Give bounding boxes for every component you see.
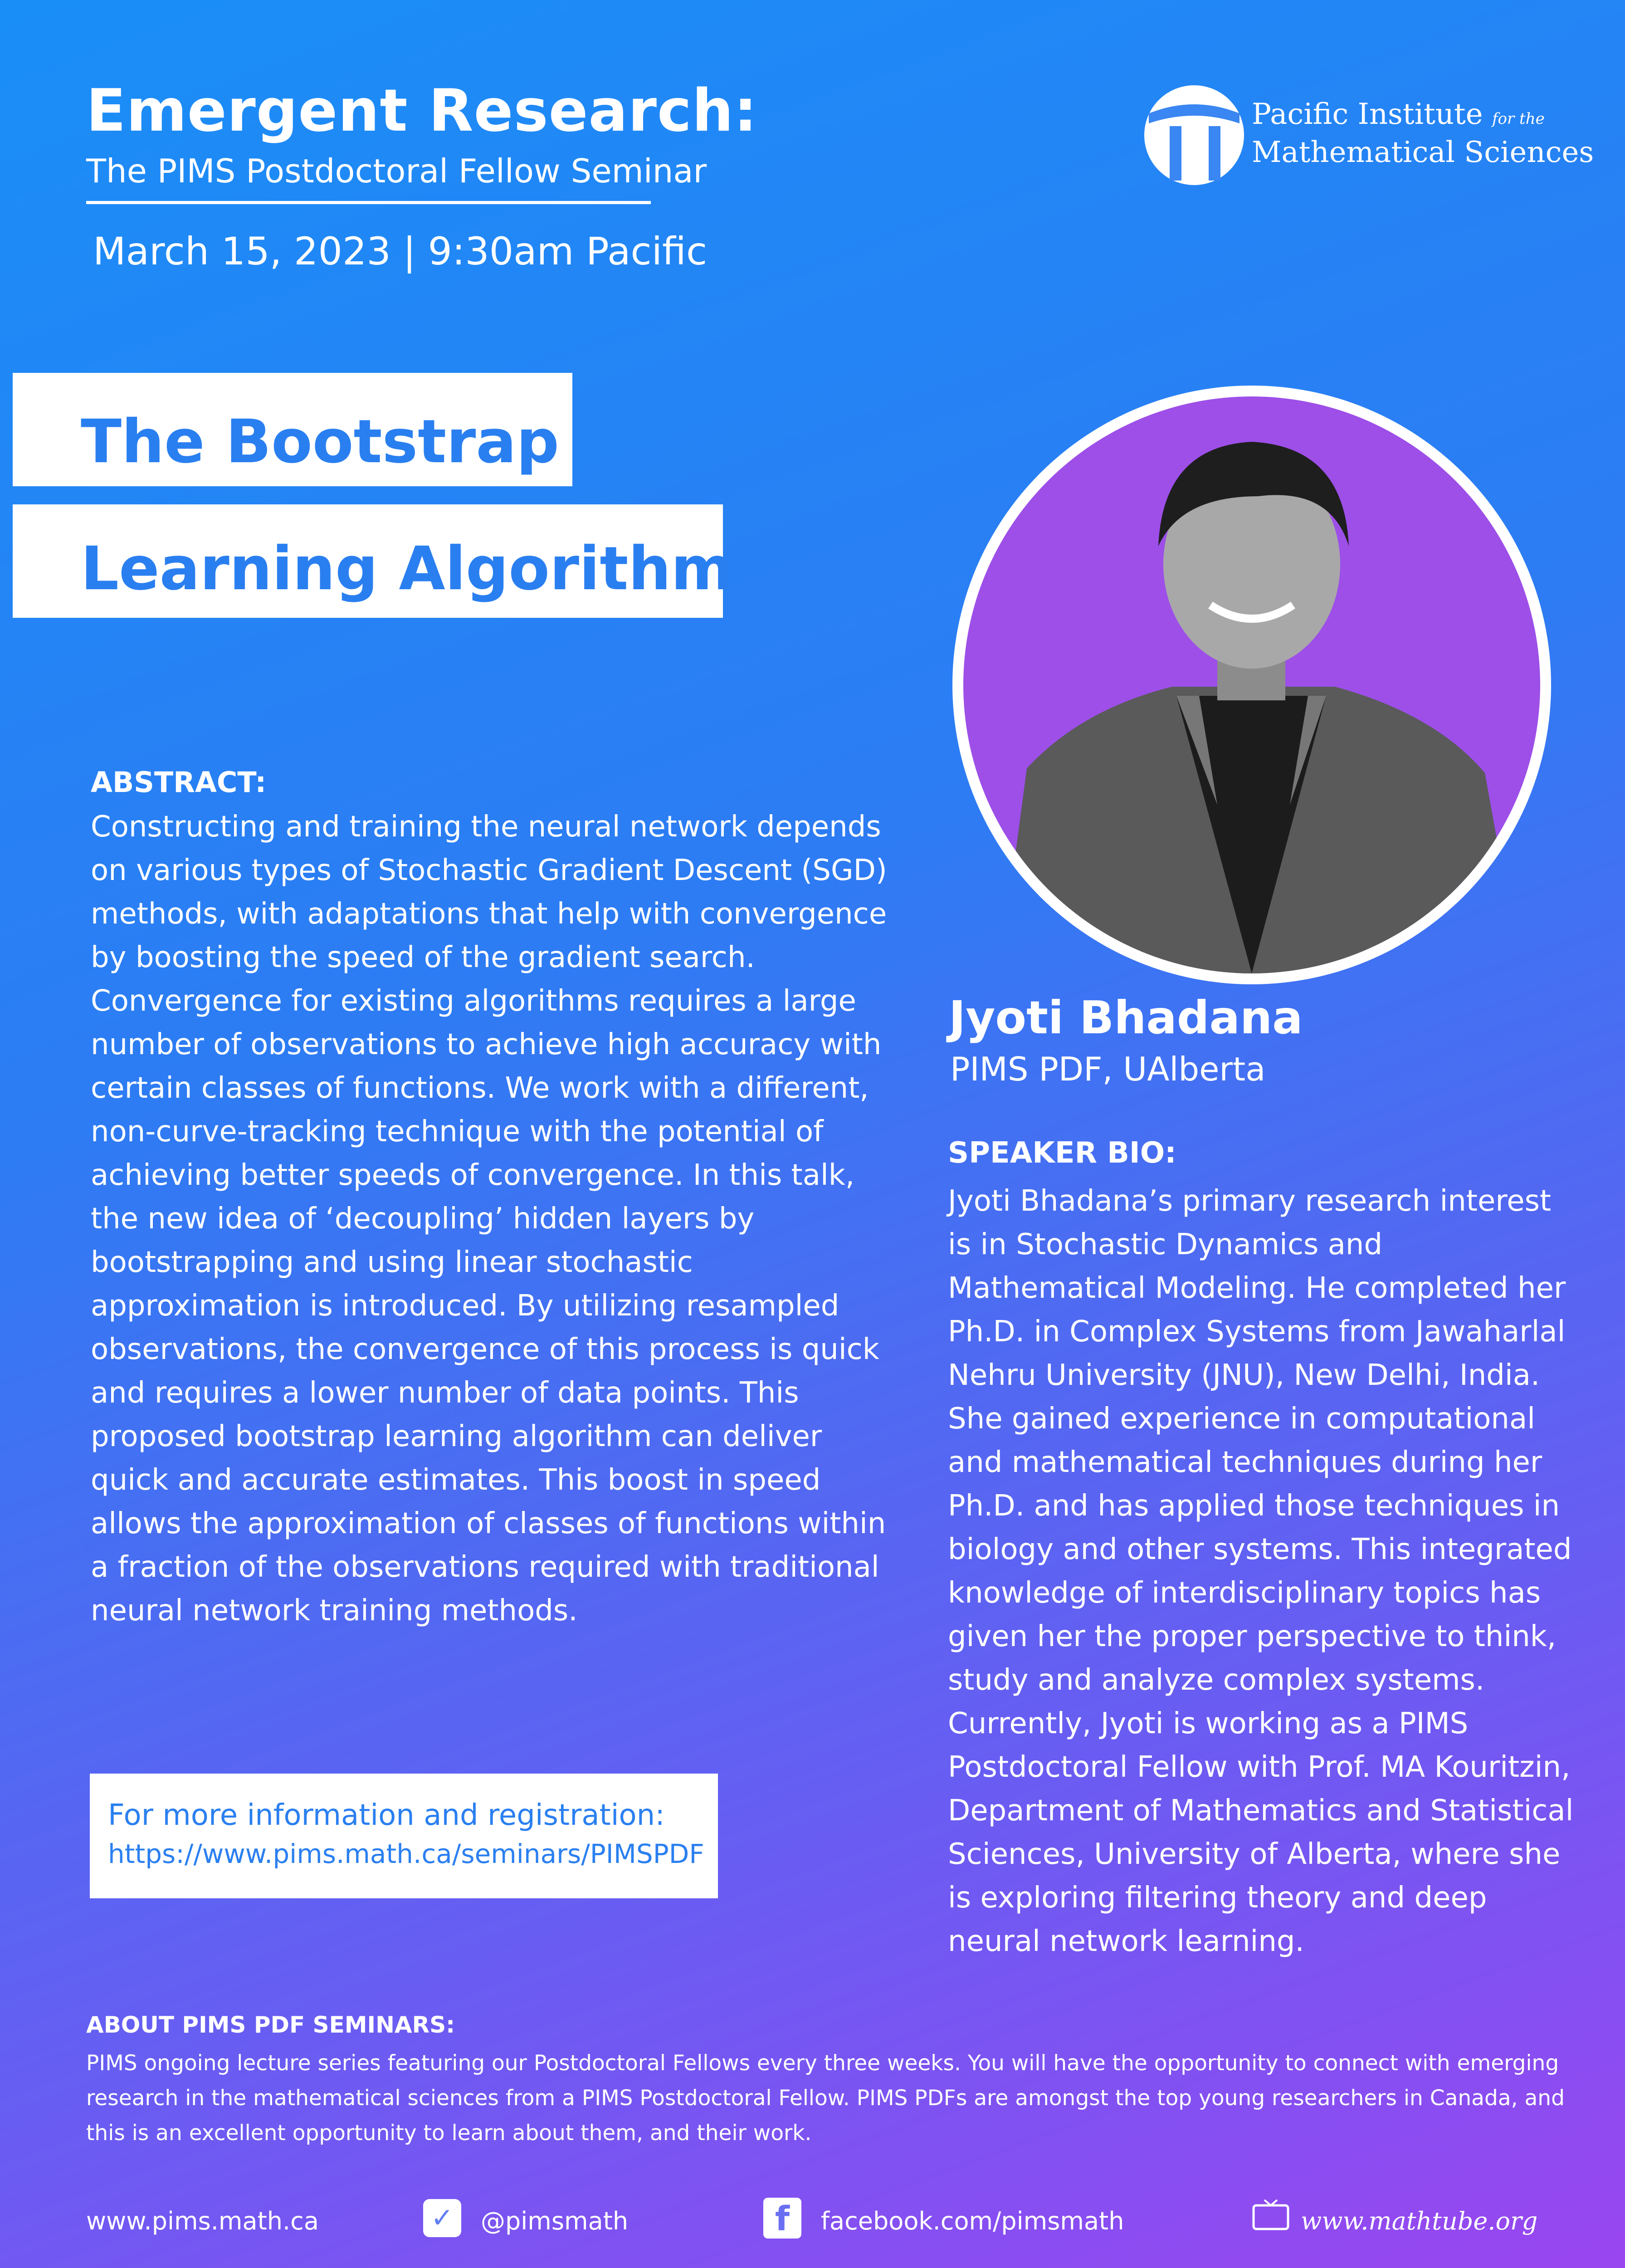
abstract-text: Constructing and training the neural network depends on various types of Stochastic Gradient Descent (SGD) methods, with adaptations that help with convergence by boosting the speed of the gradient search. Convergence for existing algorithms requires a large number of observations to achieve high accuracy with certain classes of functions. We work with a different, non-curve-tracking technique with the potential of achieving better speeds of convergence. In this talk, the new idea of ‘decoupling’ hidden layers by bootstrapping and using linear stochastic approximation is introduced. By utilizing resampled observations, the convergence of this process is quick and requires a lower number of data points. This proposed bootstrap learning algorithm can deliver quick and accurate estimates. This boost in speed allows the approximation of classes of functions within a fraction of the observations required with traditional neural network training methods.	[91, 810, 887, 1628]
series-title: Emergent Research:	[86, 77, 758, 145]
logo-line2: Mathematical Sciences	[1252, 136, 1594, 169]
facebook-link[interactable]: facebook.com/pimsmath	[821, 2207, 1124, 2235]
twitter-icon: ✓	[423, 2199, 461, 2237]
subtitle-underline	[86, 201, 651, 204]
pims-logo-text	[1252, 98, 1594, 169]
about-text: PIMS ongoing lecture series featuring our Postdoctoral Fellows every three weeks. You will have the opportunity to connect with emerging research in the mathematical sciences from a PIMS Postdoctoral Fellow. PIMS PDFs are amongst the top young researchers in Canada, and this is an excellent opportunity to learn about them, and their work.	[86, 2051, 1565, 2146]
tv-icon	[1252, 2199, 1290, 2231]
registration-box	[90, 1774, 718, 1898]
about-heading: ABOUT PIMS PDF SEMINARS:	[86, 2012, 455, 2038]
speaker-photo	[963, 396, 1540, 973]
bio-heading: SPEAKER BIO:	[948, 1136, 1176, 1170]
talk-title-line2: Learning Algorithm	[13, 504, 723, 618]
speaker-name: Jyoti Bhadana	[949, 991, 1303, 1044]
speaker-silhouette	[963, 396, 1540, 973]
speaker-affiliation: PIMS PDF, UAlberta	[950, 1050, 1266, 1088]
website-link[interactable]: www.pims.math.ca	[86, 2207, 319, 2235]
pims-logo-icon	[1141, 82, 1254, 186]
series-subtitle: The PIMS Postdoctoral Fellow Seminar	[86, 152, 707, 190]
bio-text: Jyoti Bhadana’s primary research interest is in Stochastic Dynamics and Mathematical Modeling. He completed her Ph.D. in Complex Systems from Jawaharlal Nehru University (JNU), New Delhi, India. She gained experience in computational and mathematical techniques during her Ph.D. and has applied those techniques in biology and other systems. This integrated knowledge of interdisciplinary topics has given her the proper perspective to think, study and analyze complex systems. Currently, Jyoti is working as a PIMS Postdoctoral Fellow with Prof. MA Kouritzin, Department of Mathematics and Statistical Sciences, University of Alberta, where she is exploring filtering theory and deep neural network learning.	[948, 1184, 1574, 1958]
mathtube-link[interactable]: www.mathtube.org	[1301, 2207, 1538, 2235]
registration-link[interactable]: https://www.pims.math.ca/seminars/PIMSPDF	[108, 1838, 704, 1869]
facebook-icon: f	[763, 2198, 801, 2239]
abstract-heading: ABSTRACT:	[91, 766, 267, 799]
logo-line1: Pacific Institute	[1252, 98, 1483, 131]
date-time: March 15, 2023 | 9:30am Pacific	[93, 229, 708, 274]
logo-line1-small: for the	[1492, 110, 1545, 128]
twitter-handle[interactable]: @pimsmath	[481, 2207, 629, 2235]
talk-title-line1: The Bootstrap	[13, 373, 572, 486]
registration-label: For more information and registration:	[108, 1799, 665, 1832]
